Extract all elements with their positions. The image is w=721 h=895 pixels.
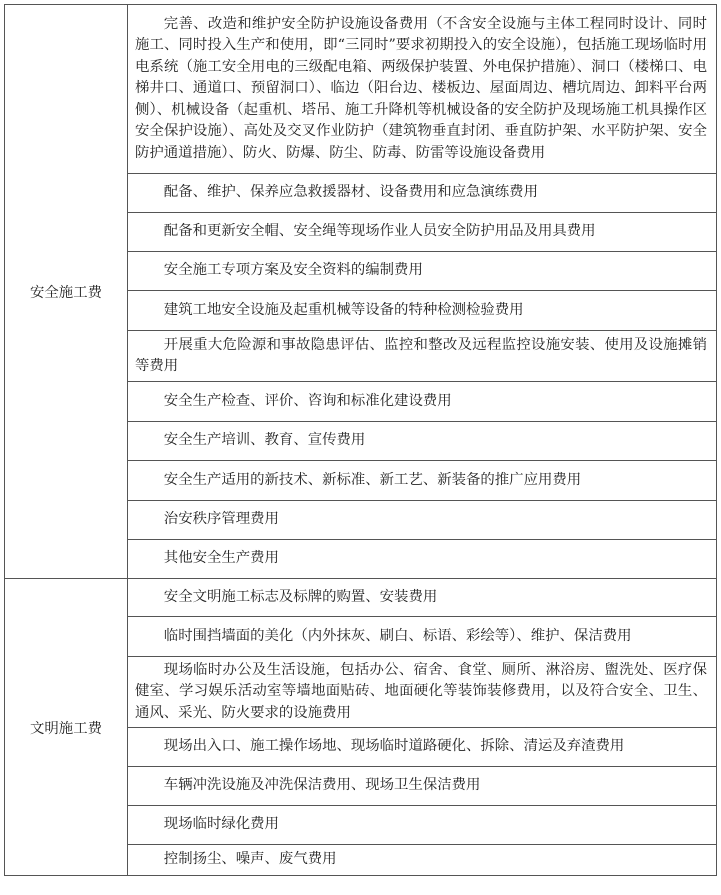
table-row — [5, 5, 717, 174]
item-text: 安全生产培训、教育、宣传费用 — [163, 432, 366, 449]
item-text: 车辆冲洗设施及冲洗保洁费用、现场卫生保洁费用 — [163, 777, 481, 794]
item-cell — [128, 540, 717, 579]
category-cell-safety: 安全施工费 — [5, 5, 128, 579]
item-cell — [128, 767, 717, 806]
category-cell-civilized: 文明施工费 — [5, 579, 128, 876]
item-text: 安全生产适用的新技术、新标准、新工艺、新装备的推广应用费用 — [163, 471, 582, 488]
table-row — [5, 579, 717, 617]
item-cell — [128, 252, 717, 291]
item-cell — [128, 291, 717, 331]
item-cell — [128, 331, 717, 382]
item-text: 建筑工地安全设施及起重机械等设备的特种检测检验费用 — [163, 301, 524, 318]
item-text: 安全文明施工标志及标牌的购置、安装费用 — [163, 588, 438, 605]
item-text: 现场出入口、施工操作场地、现场临时道路硬化、拆除、清运及弃渣费用 — [163, 738, 625, 755]
item-cell — [128, 728, 717, 767]
item-cell — [128, 213, 717, 252]
item-text: 安全施工专项方案及安全资料的编制费用 — [163, 262, 423, 279]
item-cell — [128, 617, 717, 657]
item-cell — [128, 422, 717, 461]
item-text: 配备、维护、保养应急救援器材、设备费用和应急演练费用 — [163, 184, 538, 201]
item-text: 现场临时办公及生活设施，包括办公、宿舍、食堂、厕所、淋浴房、盥洗处、医疗保健室、学习娱乐活动室等墙地面贴砖、地面硬化等装饰装修费用，以及符合安全、卫生、通风、采光、防火要求的设施费用 — [135, 661, 707, 721]
item-text: 治安秩序管理费用 — [163, 511, 279, 528]
item-text: 临时围挡墙面的美化（内外抹灰、刷白、标语、彩绘等）、维护、保洁费用 — [163, 627, 632, 644]
item-cell — [128, 806, 717, 845]
item-text: 其他安全生产费用 — [163, 550, 279, 567]
cost-table — [4, 4, 717, 876]
item-text: 配备和更新安全帽、安全绳等现场作业人员安全防护用品及用具费用 — [163, 223, 596, 240]
item-cell — [128, 174, 717, 213]
item-cell — [128, 501, 717, 540]
item-cell — [128, 461, 717, 501]
item-cell — [128, 382, 717, 422]
item-text: 开展重大危险源和事故隐患评估、监控和整改及远程监控设施安装、使用及设施摊销等费用 — [135, 336, 707, 374]
item-text: 现场临时绿化费用 — [163, 816, 279, 833]
item-cell — [128, 657, 717, 728]
item-cell — [128, 5, 717, 174]
item-text: 完善、改造和维护安全防护设施设备费用（不含安全设施与主体工程同时设计、同时施工、同时投入生产和使用，即“三同时”要求初期投入的安全设施），包括施工现场临时用电系统（施工安全用电的三级配电箱、两级保护装置、外电保护措施）、洞口（楼梯口、电梯井口、通道口、预留洞口）、临边（阳台边、楼板边、屋面周边、槽坑周边、卸料平台两侧）、机械设备（起重机、塔吊、施工升降机等机械设备的安全防护及现场施工机具操作区安全保护设施）、高处及交叉作业防护（建筑物垂直封闭、垂直防护架、水平防护架、安全防护通道措施）、防火、防爆、防尘、防毒、防雷等设施设备费用 — [135, 15, 707, 161]
item-text: 安全生产检查、评价、咨询和标准化建设费用 — [163, 392, 452, 409]
item-cell — [128, 845, 717, 876]
item-text: 控制扬尘、噪声、废气费用 — [163, 851, 337, 868]
item-cell — [128, 579, 717, 617]
